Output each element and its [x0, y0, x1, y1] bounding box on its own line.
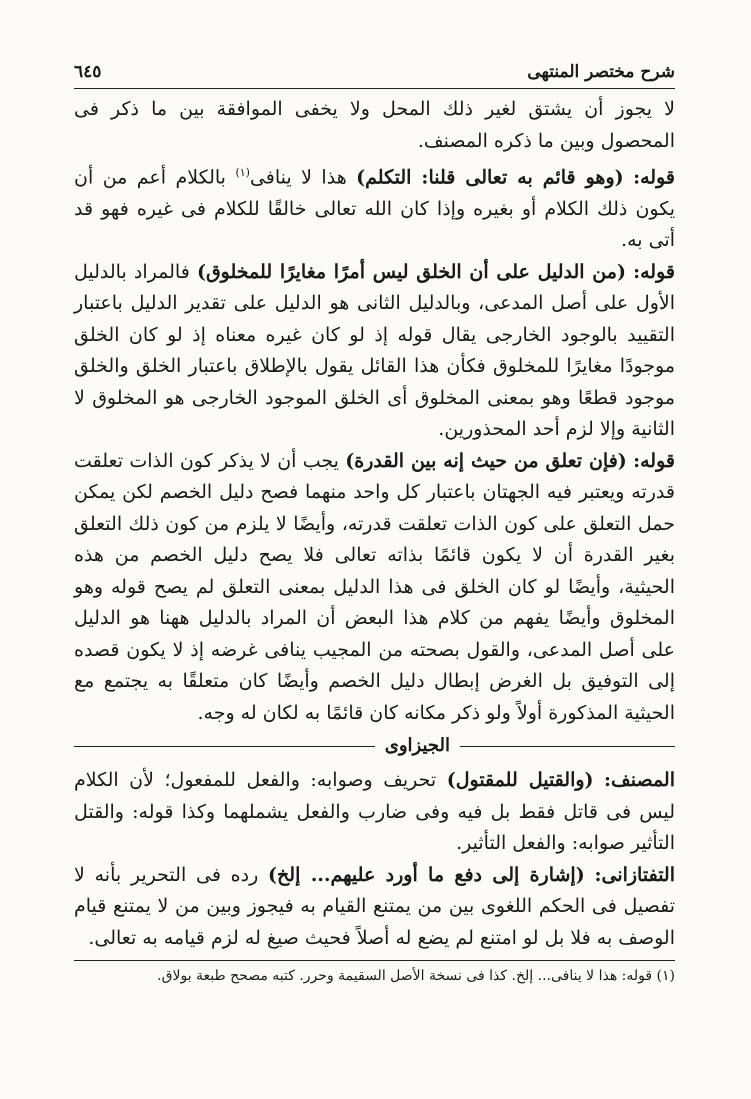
page-number: ٦٤٥	[74, 62, 102, 82]
commentary-text: يجب أن لا يذكر كون الذات تعلقت قدرته ويعتبر فيه الجهتان باعتبار كل واحد منهما فصح دليل الخصم لكن يمكن حمل التعلق على كون الذات تعلقت قدرته، وأيضًا لا يلزم من كون ذلك التعلق بغير القدرة أن لا يكون قائمًا بذاته تعالى فلا يصح دليل الخصم من هذه الحيثية، وأيضًا لو كان الخلق فى هذا الدليل بمعنى التعلق لم يصح قوله وهو المخلوق وأيضًا يفهم من كلام هذا البعض أن المراد بالدليل ههنا هو الدليل على أصل المدعى، والقول بصحته من المجيب ينافى غرضه إذ لا يكون قصده إلى التوفيق بل الغرض إبطال دليل الخصم وأيضًا كان متعلقًا به يجتمع مع الحيثية المذكورة أولاً ولو ذكر مكانه كان قائمًا به لكان له وجه.	[74, 449, 675, 724]
book-title: شرح مختصر المنتهى	[527, 62, 675, 82]
footnote: (١) قوله: هذا لا ينافى... إلخ. كذا فى نسخة الأصل السقيمة وحرر. كتبه مصحح طبعة بولاق.	[157, 968, 675, 985]
main-text	[74, 94, 675, 989]
footnote-separator	[74, 960, 675, 961]
paragraph-5	[74, 765, 675, 860]
paragraph-2	[74, 157, 675, 257]
label-musannif: المصنف:	[604, 769, 675, 792]
label-taftazani: التفتازانى:	[594, 863, 675, 886]
label-qawluhu: قوله:	[633, 449, 675, 472]
quoted-phrase: (والقتيل للمقتول)	[446, 769, 594, 792]
commentary-text: تحريف وصوابه: والفعل للمفعول؛ لأن الكلام ليس فى قاتل فقط بل فيه وفى ضارب والفعل يشملهما وكذا قوله: والقتل التأثير صوابه: والفعل التأثير.	[74, 769, 675, 855]
quoted-phrase: (إشارة إلى دفع ما أورد عليهم... إلخ)	[268, 863, 585, 886]
section-author-label: الجيزاوى	[375, 731, 460, 761]
footnote-marker: (١)	[235, 166, 250, 179]
paragraph-1: لا يجوز أن يشتق لغير ذلك المحل ولا يخفى الموافقة بين ما ذكر فى المحصول وبين ما ذكره المصنف.	[74, 98, 675, 152]
paragraph-6	[74, 860, 675, 955]
commentary-text: رده فى التحرير بأنه لا تفصيل فى الحكم اللغوى بين من يمتنع القيام به فيجوز وبين من لا يمتنع قيام الوصف به فلا بل لو امتنع لم يضع له أصلاً فحيث صيغ له لزم قيامه به تعالى.	[74, 863, 675, 949]
commentary-text: فالمراد بالدليل الأول على أصل المدعى، وبالدليل الثانى هو الدليل على تقدير الدليل باعتبار التقييد بالوجود الخارجى يقال قوله إذ لو كان غيره معناه إذ لو كان الخلق موجودًا مغايرًا للمخلوق فكأن هذا القائل يقول بالإطلاق باعتبار الخلق والخلق موجود قطعًا وهو بمعنى المخلوق أى الخلق الموجود الخارجى هو المخلوق لا الثانية وإلا لزم أحد المحذورين.	[74, 260, 675, 441]
commentary-text: بالكلام أعم من أن يكون ذلك الكلام أو بغيره وإذا كان الله تعالى خالقًا للكلام فى غيره فهو قد أتى به.	[74, 166, 675, 252]
label-qawluhu: قوله:	[633, 166, 675, 189]
quoted-phrase: (وهو قائم به تعالى قلنا: التكلم)	[356, 166, 624, 189]
running-header	[74, 58, 675, 89]
paragraph-3	[74, 257, 675, 446]
paragraph-4	[74, 446, 675, 730]
section-divider	[74, 731, 675, 761]
quoted-phrase: (فإن تعلق من حيث إنه بين القدرة)	[345, 449, 627, 472]
quoted-phrase: (من الدليل على أن الخلق ليس أمرًا مغايرًا للمخلوق)	[196, 260, 626, 283]
commentary-text: هذا لا ينافى	[249, 166, 357, 189]
label-qawluhu: قوله:	[633, 260, 675, 283]
